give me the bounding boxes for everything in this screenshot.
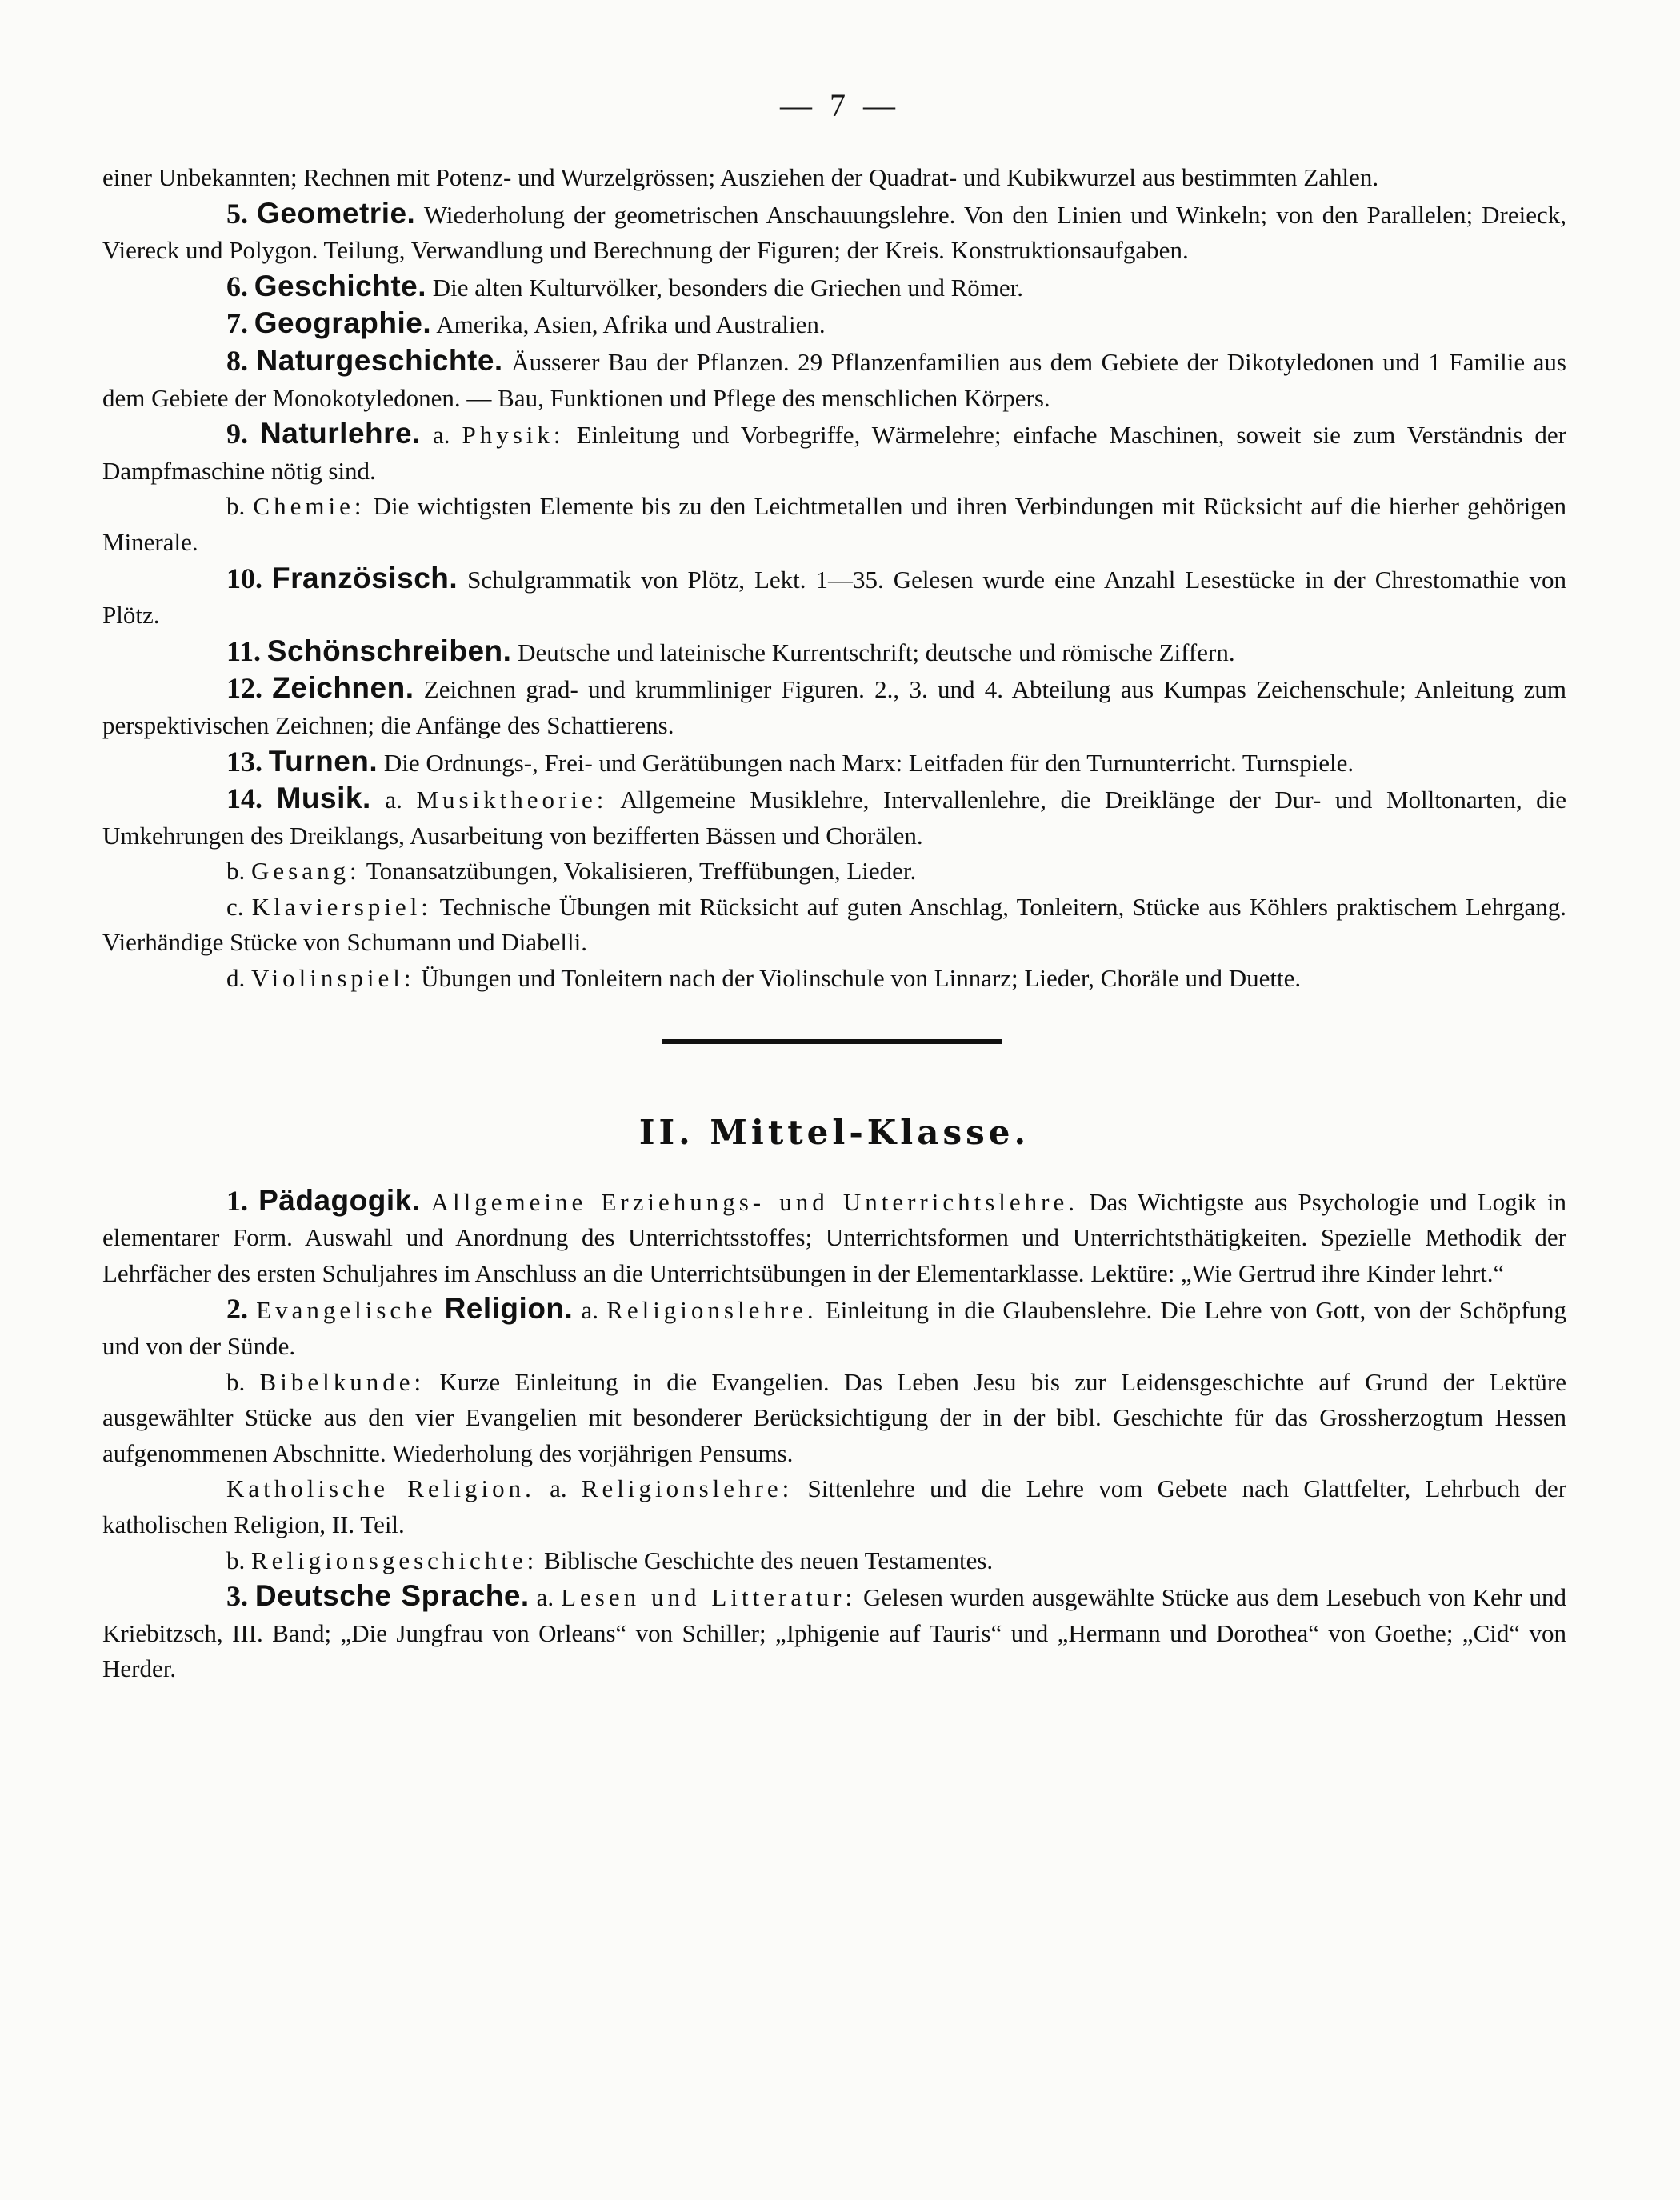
paragraph-kath-religion-lehre <box>102 1471 1566 1542</box>
item-sub-marker: a. <box>550 1474 567 1503</box>
item-number: 2. <box>226 1293 248 1326</box>
paragraph-text: Technische Übungen mit Rücksicht auf guten Anschlag, Tonleitern, Stücke aus Köhlers praktischem Lehrgang. Vierhändige Stücke von Schumann und Diabelli. <box>102 892 1566 957</box>
paragraph-geometrie <box>102 196 1566 269</box>
item-heading: Zeichnen. <box>272 671 414 705</box>
item-heading: Geographie. <box>254 306 432 340</box>
item-number: 12. <box>226 672 262 705</box>
paragraph-geographie <box>102 306 1566 343</box>
paragraph-text: Das Wichtigste aus Psychologie und Logik in elementarer Form. Auswahl und Anordnung des Unterrichtsstoffes; Unterrichtsformen und Unterrichtsthätigkeiten. Spezielle Methodik der Lehrfächer des ersten Schuljahres im Anschluss an die Unterrichtsübungen in der Elementarklasse. Lektüre: „Wie Gertrud ihre Kinder lehrt.“ <box>102 1187 1566 1287</box>
spaced-subheading: Allgemeine Erziehungs- und Unterrichtslehre. <box>430 1187 1078 1216</box>
item-heading: Geometrie. <box>257 196 416 230</box>
paragraph-turnen <box>102 744 1566 782</box>
item-sub-marker: a. <box>432 421 450 450</box>
item-number: 10. <box>226 562 262 594</box>
section-divider-wrap <box>102 997 1566 1097</box>
item-number: 7. <box>226 307 248 340</box>
item-heading: Naturlehre. <box>260 417 421 450</box>
paragraph-text: Wiederholung der geometrischen Anschauungslehre. Von den Linien und Winkeln; von den Parallelen; Dreieck, Viereck und Polygon. Teilung, Verwandlung und Berechnung der Figuren; der Kreis. Konstruktionsaufgaben. <box>102 200 1566 265</box>
spaced-subheading: Lesen und Litteratur: <box>561 1583 857 1612</box>
paragraph-text: Gelesen wurden ausgewählte Stücke aus dem Lesebuch von Kehr und Kriebitzsch, III. Band; „Die Jungfrau von Orleans“ von Schiller; „Iphigenie auf Tauris“ und „Hermann und Dorothea“ von Goethe; „Cid“ von Herder. <box>102 1583 1567 1683</box>
item-heading: Schönschreiben. <box>266 634 512 667</box>
paragraph-zeichnen <box>102 670 1566 743</box>
item-number: 1. <box>226 1184 248 1217</box>
item-sub-marker: b. <box>226 492 246 521</box>
paragraph-text: Einleitung in die Glaubenslehre. Die Lehre von Gott, von der Schöpfung und von der Sünde. <box>102 1296 1567 1361</box>
spaced-prefix: Katholische Religion. <box>226 1474 535 1503</box>
item-heading: Turnen. <box>268 744 378 778</box>
spaced-subheading: Musiktheorie: <box>416 786 608 814</box>
item-sub-marker: b. <box>226 1367 246 1396</box>
paragraph-text: Einleitung und Vorbegriffe, Wärmelehre; einfache Maschinen, soweit sie zum Verständnis der Dampfmaschine nötig sind. <box>102 421 1567 485</box>
paragraph-kath-religion-geschichte <box>102 1543 1566 1579</box>
item-heading: Pädagogik. <box>258 1183 421 1217</box>
item-number: 3. <box>226 1580 248 1613</box>
page-body <box>102 160 1566 1687</box>
paragraph-text: Deutsche und lateinische Kurrentschrift; deutsche und römische Ziffern. <box>518 638 1235 666</box>
paragraph-text: Biblische Geschichte des neuen Testamentes. <box>544 1546 994 1574</box>
paragraph-musik-gesang <box>102 854 1566 890</box>
paragraph-ev-religion-lehre <box>102 1291 1566 1364</box>
item-heading: Naturgeschichte. <box>256 343 503 377</box>
item-sub-marker: a. <box>581 1296 598 1325</box>
spaced-subheading: Religionslehre: <box>581 1474 794 1503</box>
paragraph-geschichte <box>102 269 1566 306</box>
paragraph-naturgeschichte <box>102 343 1566 416</box>
item-number: 8. <box>226 344 248 377</box>
section-title: II. Mittel-Klasse. <box>638 1112 1030 1152</box>
item-number: 14. <box>226 782 262 815</box>
item-sub-marker: c. <box>226 892 244 921</box>
spaced-subheading: Klavierspiel: <box>251 892 432 921</box>
paragraph-text: Kurze Einleitung in die Evangelien. Das Leben Jesu bis zur Leidensgeschichte auf Grund der Lektüre ausgewählter Stücke aus den vier Evangelien mit besonderer Berücksichtigung der in der bibl. Geschichte für das Grossherzogtum Hessen aufgenommenen Abschnitte. Wiederholung des vorjährigen Pensums. <box>102 1367 1567 1467</box>
spaced-subheading: Religionsgeschichte: <box>251 1546 538 1574</box>
paragraph-text: Amerika, Asien, Afrika und Australien. <box>436 310 826 339</box>
paragraph-paedagogik <box>102 1183 1566 1292</box>
item-heading: Französisch. <box>271 561 458 594</box>
paragraph-text: Übungen und Tonleitern nach der Violinschule von Linnarz; Lieder, Choräle und Duette. <box>421 964 1302 993</box>
paragraph-naturlehre-physik <box>102 416 1566 489</box>
item-sub-marker: a. <box>385 786 402 814</box>
item-sub-marker: d. <box>226 964 246 993</box>
paragraph-schoenschreiben <box>102 634 1566 671</box>
paragraph-franzoesisch <box>102 561 1566 634</box>
section-divider-rule <box>662 1039 1002 1044</box>
item-number: 6. <box>226 270 248 302</box>
paragraph-deutsche-sprache <box>102 1578 1566 1687</box>
item-sub-marker: b. <box>226 857 246 886</box>
spaced-subheading: Physik: <box>462 421 565 450</box>
item-number: 5. <box>226 197 248 230</box>
spaced-subheading: Violinspiel: <box>251 964 415 993</box>
item-heading: Deutsche Sprache. <box>254 1579 530 1613</box>
spaced-subheading: Gesang: <box>251 857 361 886</box>
paragraph-text: Tonansatzübungen, Vokalisieren, Treffübungen, Lieder. <box>366 857 917 886</box>
paragraph-continuation <box>102 160 1566 196</box>
item-number: 9. <box>226 418 248 450</box>
spaced-subheading: Bibelkunde: <box>259 1367 426 1396</box>
paragraph-ev-religion-bibelkunde <box>102 1365 1566 1472</box>
item-sub-marker: a. <box>536 1583 554 1612</box>
paragraph-naturlehre-chemie <box>102 489 1566 560</box>
item-heading: Religion. <box>444 1292 574 1326</box>
paragraph-musik-violine <box>102 961 1566 997</box>
paragraph-musik-theorie <box>102 781 1566 854</box>
page-number: — 7 — <box>780 87 900 123</box>
paragraph-text: Sittenlehre und die Lehre vom Gebete nach Glattfelter, Lehrbuch der katholischen Religion, II. Teil. <box>102 1474 1567 1538</box>
paragraph-text: Äusserer Bau der Pflanzen. 29 Pflanzenfamilien aus dem Gebiete der Dikotyledonen und 1 Familie aus dem Gebiete der Monokotyledonen. — Bau, Funktionen und Pflege des menschlichen Körpers. <box>102 347 1566 412</box>
spaced-subheading: Chemie: <box>253 492 366 521</box>
paragraph-musik-klavier <box>102 890 1566 961</box>
paragraph-text: Allgemeine Musiklehre, Intervallenlehre, die Dreiklänge der Dur- und Molltonarten, die Umkehrungen des Dreiklangs, Ausarbeitung von bezifferten Bässen und Chorälen. <box>102 786 1567 850</box>
paragraph-text: einer Unbekannten; Rechnen mit Potenz- und Wurzelgrössen; Ausziehen der Quadrat- und Kubikwurzel aus bestimmten Zahlen. <box>102 163 1379 191</box>
spaced-prefix: Evangelische <box>256 1296 437 1325</box>
item-heading: Geschichte. <box>254 269 427 302</box>
paragraph-text: Die Ordnungs-, Frei- und Gerätübungen nach Marx: Leitfaden für den Turnunterricht. Turnspiele. <box>383 748 1354 777</box>
spaced-subheading: Religionslehre. <box>606 1296 818 1325</box>
paragraph-text: Zeichnen grad- und krummliniger Figuren. 2., 3. und 4. Abteilung aus Kumpas Zeichenschule; Anleitung zum perspektivischen Zeichnen; die Anfänge des Schattierens. <box>102 675 1567 739</box>
item-heading: Musik. <box>276 782 371 815</box>
paragraph-text: Schulgrammatik von Plötz, Lekt. 1—35. Gelesen wurde eine Anzahl Lesestücke in der Chrestomathie von Plötz. <box>102 565 1567 630</box>
item-sub-marker: b. <box>226 1546 246 1574</box>
paragraph-text: Die wichtigsten Elemente bis zu den Leichtmetallen und ihren Verbindungen mit Rücksicht auf die hierher gehörigen Minerale. <box>102 492 1567 556</box>
item-number: 13. <box>226 745 262 778</box>
paragraph-text: Die alten Kulturvölker, besonders die Griechen und Römer. <box>432 273 1024 302</box>
item-number: 11. <box>226 634 262 667</box>
